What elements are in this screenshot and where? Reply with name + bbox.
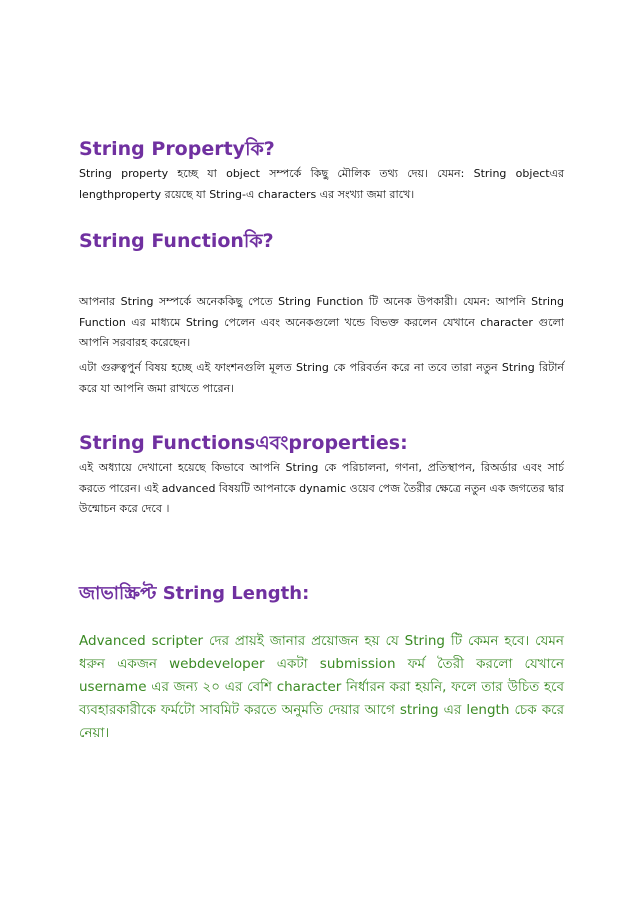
paragraph-string-functions-properties: এই অধ্যায়ে দেখানো হয়েছে কিভাবে আপনি String কে পরিচালনা, গণনা, প্রতিস্থাপন, রিঅর্ডার এবং সার্চ করতে পারেন। এই advanced বিষয়টি আপনাকে dynamic ওয়েব পেজ তৈরীর ক্ষেত্রে নতুন এক জগতের দ্বার উন্মোচন করে দেবে । bbox=[79, 461, 564, 515]
paragraph-string-function-2: এটা গুরুত্বপুর্ন বিষয় হচ্ছে এই ফাংশনগুলি মূলত String কে পরিবর্তন করে না তবে তারা নতুন String রিটার্ন করে যা আপনি জমা রাখতে পারেন। bbox=[79, 361, 564, 395]
paragraph-string-length: Advanced scripter দের প্রায়ই জানার প্রয়োজন হয় যে String টি কেমন হবে। যেমন ধরুন একজন webdeveloper একটা submission ফর্ম তৈরী করলো যেখানে username এর জন্য ২০ এর বেশি character নির্ধারন করা হয়নি, ফলে তার উচিত হবে ব্যবহারকারীকে ফর্মটো সাবমিট করতে অনুমতি দেয়ার আগে string এর length চেক করে নেয়া। bbox=[79, 633, 564, 741]
heading-string-property: String Propertyকি? bbox=[79, 138, 275, 160]
paragraph-string-property: String property হচ্ছে যা object সম্পর্কে কিছু মৌলিক তথ্য দেয়। যেমন: String objectএর lengthproperty রয়েছে যা String-এ characters এর সংখ্যা জমা রাখে। bbox=[79, 167, 564, 201]
heading-string-functions-properties: String Functionsএবংproperties: bbox=[79, 432, 408, 454]
heading-string-function: String Functionকি? bbox=[79, 230, 274, 252]
paragraph-string-function-1: আপনার String সম্পর্কে অনেককিছু পেতে String Function টি অনেক উপকারী। যেমন: আপনি String Function এর মাধ্যমে String পেলেন এবং অনেকগুলো খন্ডে বিভক্ত করলেন যেখানে character গুলো আপনি সরবারহ করেছেন। bbox=[79, 295, 564, 349]
heading-string-length: জাভাস্ক্রিপ্ট String Length: bbox=[79, 583, 310, 604]
